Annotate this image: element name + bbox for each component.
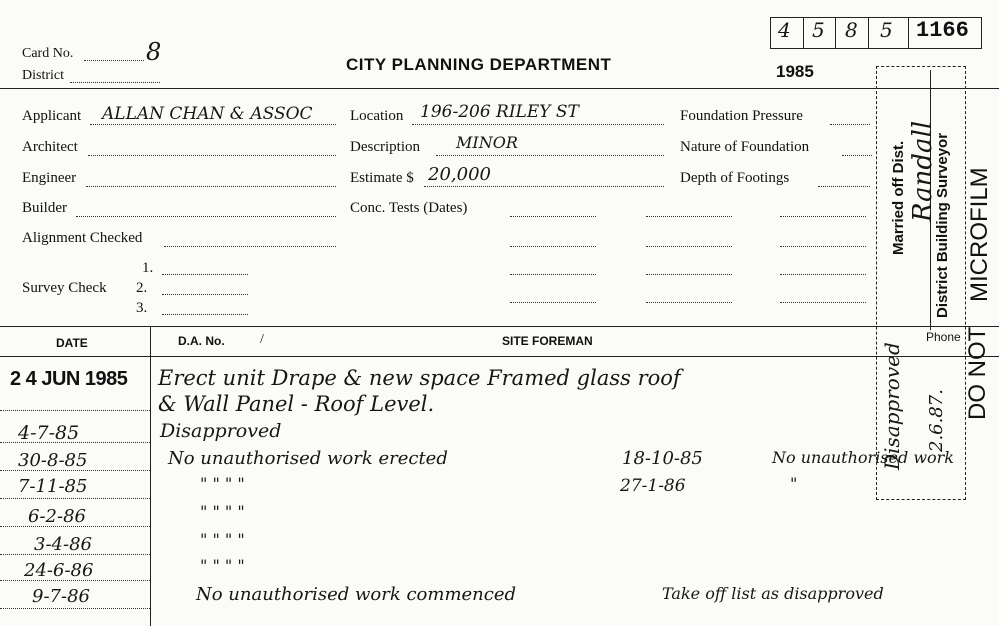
date-column-border	[150, 326, 151, 626]
row-3-text: Disapproved	[160, 420, 282, 442]
card-no-label: Card No.	[22, 46, 74, 61]
nature-foundation-label: Nature of Foundation	[680, 139, 810, 155]
card-no-value: 8	[146, 38, 162, 66]
year: 1985	[776, 62, 814, 81]
header-divider	[0, 88, 999, 89]
estimate-value: 20,000	[428, 164, 491, 185]
row-9-text2: Take off list as disapproved	[662, 584, 884, 603]
row-1-text: Erect unit Drape & new space Framed glass roof	[158, 366, 681, 390]
row-4-date: 30-8-85	[18, 450, 88, 471]
row-5-date: 7-11-85	[18, 476, 88, 497]
stamp-married-off: Married off Dist.	[890, 140, 907, 255]
survey-num-1: 1.	[142, 260, 154, 276]
card-no-line	[84, 60, 144, 61]
row-9-text: No unauthorised work commenced	[196, 584, 517, 605]
survey-num-2: 2.	[136, 280, 148, 296]
row-4-text2: No unauthorised work	[772, 448, 954, 467]
stamp-district-surveyor: District Building Surveyor	[934, 132, 951, 318]
file-ref-4: 5	[880, 18, 893, 42]
col-da-mark: /	[260, 332, 264, 347]
engineer-label: Engineer	[22, 170, 77, 186]
row-7-date: 3-4-86	[34, 534, 92, 555]
row-6-date: 6-2-86	[28, 506, 86, 527]
description-value: MINOR	[456, 133, 518, 152]
conc-tests-label: Conc. Tests (Dates)	[350, 200, 468, 216]
alignment-label: Alignment Checked	[22, 230, 143, 246]
description-label: Description	[350, 139, 420, 155]
col-date-header: DATE	[56, 336, 88, 350]
location-value: 196-206 RILEY ST	[420, 102, 579, 122]
applicant-value: ALLAN CHAN & ASSOC	[102, 104, 313, 124]
card-number: 1166	[916, 18, 969, 43]
row-4-text: No unauthorised work erected	[168, 448, 448, 469]
do-not-stamp: DO NOT	[964, 326, 991, 420]
estimate-label: Estimate $	[350, 170, 414, 186]
stamp-signature: Randall	[908, 120, 938, 222]
district-label: District	[22, 68, 64, 83]
microfilm-stamp: MICROFILM	[966, 167, 993, 302]
row-8-date: 24-6-86	[24, 560, 94, 581]
row-5-text2: "	[790, 474, 798, 493]
col-site-foreman-header: SITE FOREMAN	[502, 334, 593, 348]
row-2-text: & Wall Panel - Roof Level.	[158, 392, 435, 416]
depth-footings-label: Depth of Footings	[680, 170, 790, 186]
district-line	[70, 82, 160, 83]
row-4-date2: 18-10-85	[622, 448, 703, 469]
department-title: CITY PLANNING DEPARTMENT	[346, 55, 612, 74]
file-ref-1: 4	[778, 18, 791, 42]
architect-label: Architect	[22, 139, 78, 155]
row-1-date: 2 4 JUN 1985	[10, 368, 128, 390]
file-ref-2: 5	[812, 18, 825, 42]
stamp-date: 2.6.87.	[926, 389, 947, 452]
row-6-text: " " " "	[200, 502, 245, 521]
stamp-phone-label: Phone	[926, 330, 961, 344]
foundation-pressure-label: Foundation Pressure	[680, 108, 803, 124]
row-9-date: 9-7-86	[32, 586, 90, 607]
row-8-text: " " " "	[200, 556, 245, 575]
row-5-date2: 27-1-86	[620, 476, 686, 496]
location-label: Location	[350, 108, 404, 124]
row-7-text: " " " "	[200, 530, 245, 549]
survey-check-label: Survey Check	[22, 280, 107, 296]
row-5-text: " " " "	[200, 474, 245, 493]
col-da-no-header: D.A. No.	[178, 334, 225, 348]
applicant-label: Applicant	[22, 108, 82, 124]
builder-label: Builder	[22, 200, 67, 216]
survey-num-3: 3.	[136, 300, 148, 316]
row-3-date: 4-7-85	[18, 422, 80, 444]
stamp-disapproved: Disapproved	[880, 342, 904, 470]
file-ref-3: 8	[845, 18, 858, 42]
